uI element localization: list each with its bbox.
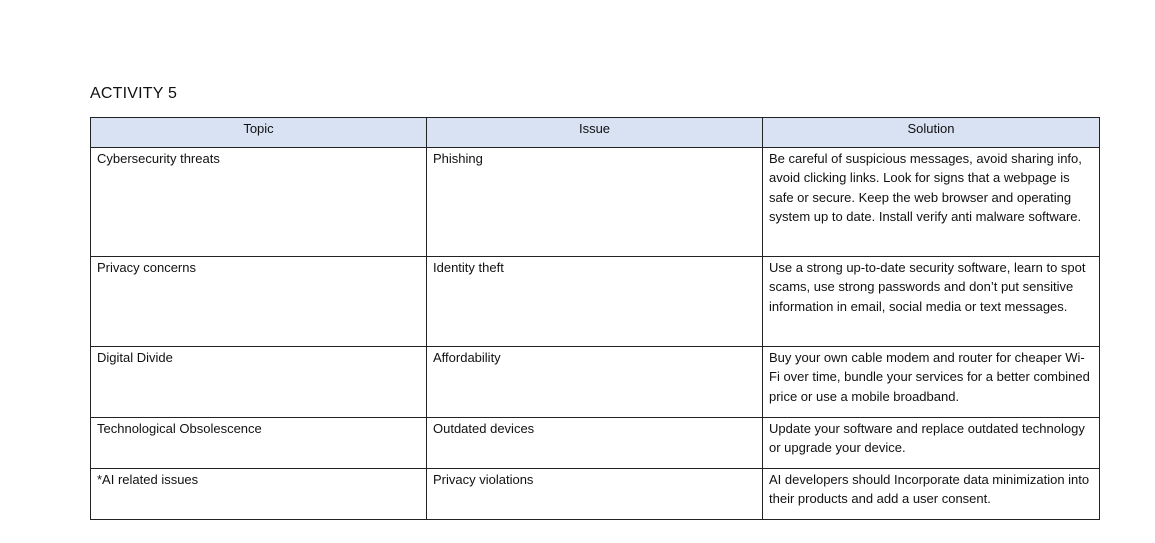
table-header-row [91, 118, 1100, 148]
topic-cell: Digital Divide [91, 347, 427, 418]
table-row [91, 257, 1100, 347]
table-row [91, 347, 1100, 418]
header-topic [91, 118, 427, 148]
header-solution [763, 118, 1100, 148]
issue-cell: Outdated devices [427, 418, 763, 469]
solution-cell: Be careful of suspicious messages, avoid sharing info, avoid clicking links. Look for signs that a webpage is safe or secure. Keep the web browser and operating system up to date. Install verify anti malware software. [763, 148, 1100, 257]
solution-cell: Buy your own cable modem and router for cheaper Wi-Fi over time, bundle your services for a better combined price or use a mobile broadband. [763, 347, 1100, 418]
solution-cell: AI developers should Incorporate data minimization into their products and add a user consent. [763, 469, 1100, 520]
issue-cell: Affordability [427, 347, 763, 418]
issue-cell: Privacy violations [427, 469, 763, 520]
topic-cell: Cybersecurity threats [91, 148, 427, 257]
topic-cell: *AI related issues [91, 469, 427, 520]
table-row [91, 469, 1100, 520]
activity-heading: ACTIVITY 5 [90, 85, 178, 102]
table-row [91, 418, 1100, 469]
issue-cell: Phishing [427, 148, 763, 257]
table-row [91, 148, 1100, 257]
solution-cell: Update your software and replace outdated technology or upgrade your device. [763, 418, 1100, 469]
header-issue [427, 118, 763, 148]
header-solution-label: Solution [907, 121, 955, 136]
header-issue-label: Issue [578, 121, 611, 136]
header-topic-label: Topic [243, 121, 274, 136]
solution-cell: Use a strong up-to-date security software, learn to spot scams, use strong passwords and don’t put sensitive information in email, social media or text messages. [763, 257, 1100, 347]
topic-cell: Privacy concerns [91, 257, 427, 347]
issue-cell: Identity theft [427, 257, 763, 347]
activity-table [90, 117, 1100, 520]
topic-cell: Technological Obsolescence [91, 418, 427, 469]
